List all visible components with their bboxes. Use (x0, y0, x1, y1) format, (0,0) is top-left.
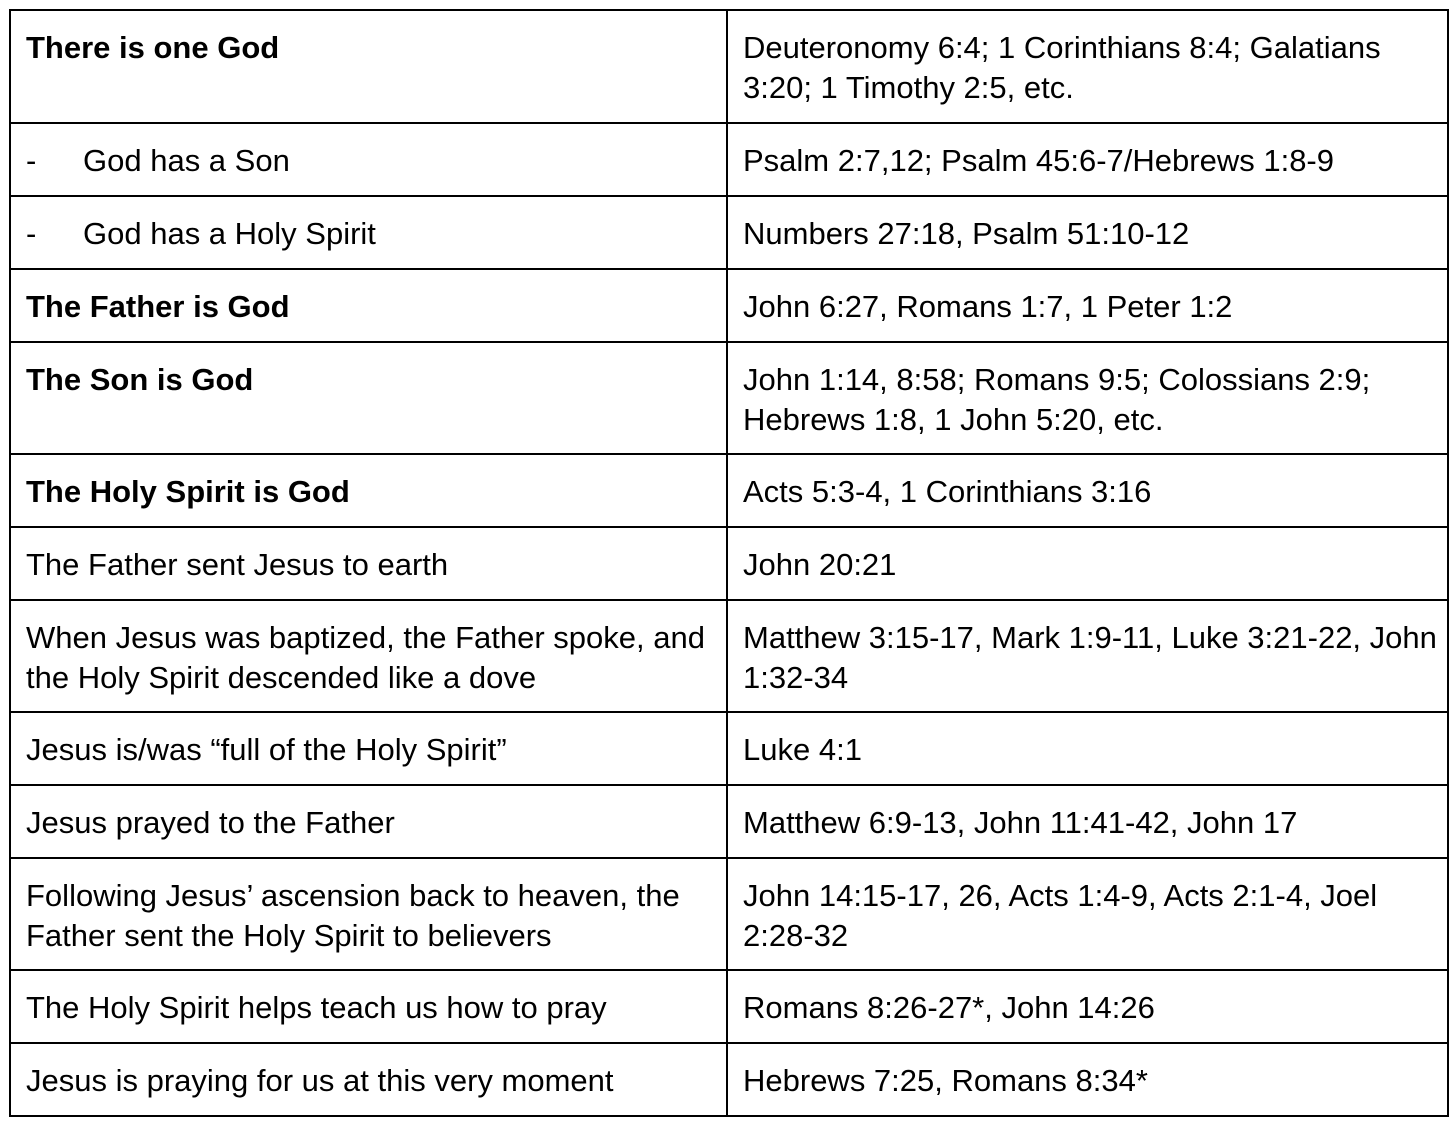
claim-cell: Jesus is/was “full of the Holy Spirit” (10, 712, 727, 785)
claim-cell: The Father sent Jesus to earth (10, 527, 727, 600)
table-row (10, 10, 1448, 123)
scripture-table (9, 9, 1449, 1117)
table-row (10, 269, 1448, 342)
claim-cell: Jesus is praying for us at this very moment (10, 1043, 727, 1116)
reference-cell: John 20:21 (727, 527, 1448, 600)
table-row (10, 527, 1448, 600)
table-row (10, 454, 1448, 527)
reference-cell: Matthew 6:9-13, John 11:41-42, John 17 (727, 785, 1448, 858)
table-row (10, 196, 1448, 269)
table-row (10, 970, 1448, 1043)
reference-cell: Matthew 3:15-17, Mark 1:9-11, Luke 3:21-22, John 1:32-34 (727, 600, 1448, 712)
claim-cell: The Son is God (10, 342, 727, 454)
dash-bullet: - (26, 143, 37, 178)
table-row (10, 785, 1448, 858)
claim-cell: When Jesus was baptized, the Father spoke, and the Holy Spirit descended like a dove (10, 600, 727, 712)
reference-cell: Luke 4:1 (727, 712, 1448, 785)
dash-bullet: - (26, 216, 37, 251)
claim-cell: Jesus prayed to the Father (10, 785, 727, 858)
claim-cell (10, 196, 727, 269)
table-row (10, 342, 1448, 454)
reference-cell: Acts 5:3-4, 1 Corinthians 3:16 (727, 454, 1448, 527)
claim-text: God has a Son (83, 143, 290, 178)
claim-cell: The Father is God (10, 269, 727, 342)
claim-text: God has a Holy Spirit (83, 216, 376, 251)
claim-cell (10, 123, 727, 196)
table-row (10, 1043, 1448, 1116)
reference-cell: Psalm 2:7,12; Psalm 45:6-7/Hebrews 1:8-9 (727, 123, 1448, 196)
reference-cell: Numbers 27:18, Psalm 51:10-12 (727, 196, 1448, 269)
reference-cell: John 6:27, Romans 1:7, 1 Peter 1:2 (727, 269, 1448, 342)
claim-cell: The Holy Spirit is God (10, 454, 727, 527)
claim-cell: There is one God (10, 10, 727, 123)
reference-cell: John 14:15-17, 26, Acts 1:4-9, Acts 2:1-4, Joel 2:28-32 (727, 858, 1448, 970)
table-row (10, 123, 1448, 196)
reference-cell: Romans 8:26-27*, John 14:26 (727, 970, 1448, 1043)
table-row (10, 712, 1448, 785)
table-row (10, 858, 1448, 970)
reference-cell: Deuteronomy 6:4; 1 Corinthians 8:4; Galatians 3:20; 1 Timothy 2:5, etc. (727, 10, 1448, 123)
reference-cell: John 1:14, 8:58; Romans 9:5; Colossians 2:9; Hebrews 1:8, 1 John 5:20, etc. (727, 342, 1448, 454)
reference-cell: Hebrews 7:25, Romans 8:34* (727, 1043, 1448, 1116)
claim-cell: Following Jesus’ ascension back to heaven, the Father sent the Holy Spirit to believers (10, 858, 727, 970)
table-row (10, 600, 1448, 712)
claim-cell: The Holy Spirit helps teach us how to pray (10, 970, 727, 1043)
